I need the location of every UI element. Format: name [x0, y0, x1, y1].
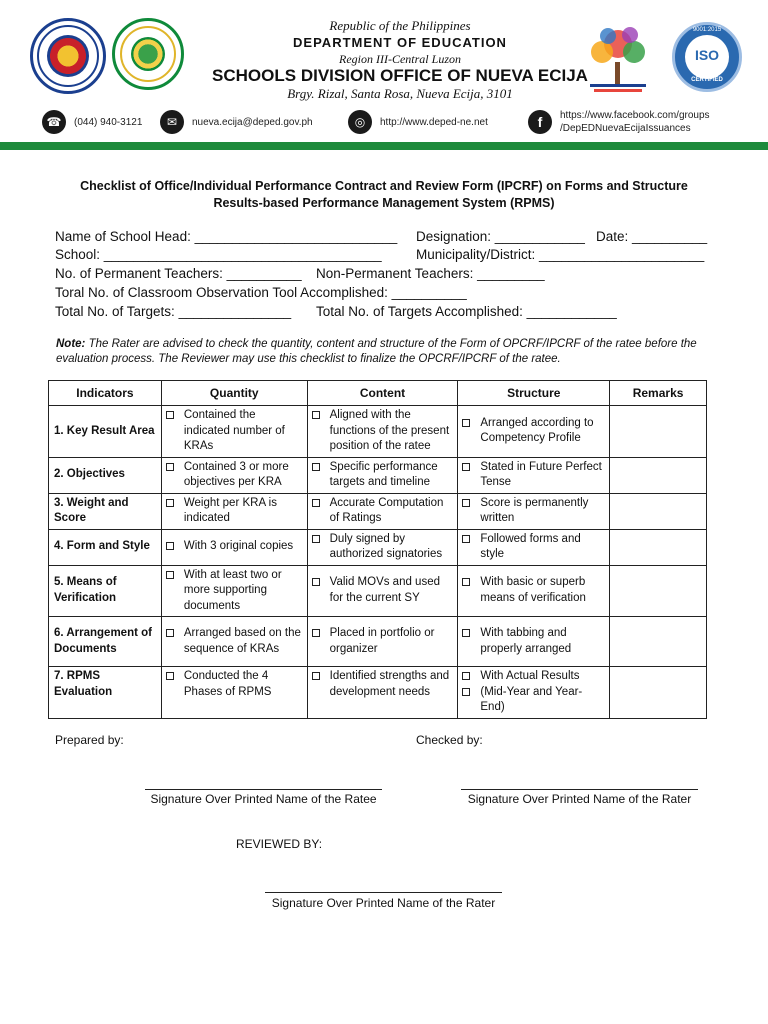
reviewer-signature-line[interactable]: [265, 892, 502, 893]
rater-signature-line[interactable]: [461, 789, 698, 790]
checkbox[interactable]: [166, 499, 174, 507]
quantity-text: With at least two or more supporting documents: [183, 568, 282, 612]
office-name: SCHOOLS DIVISION OFFICE OF NUEVA ECIJA: [212, 66, 588, 85]
structure-text: With tabbing and properly arranged: [480, 627, 572, 655]
checkbox[interactable]: [166, 463, 174, 471]
structure-text: Arranged according to Competency Profile: [480, 416, 594, 445]
ratee-signature-line[interactable]: [145, 789, 382, 790]
phone-icon: ☎: [42, 110, 66, 134]
contact-facebook[interactable]: f https://www.facebook.com/groups /DepEDNuevaEcijaIssuances: [528, 108, 710, 136]
contact-email[interactable]: ✉ nueva.ecija@deped.gov.ph: [160, 108, 313, 136]
content-text: Valid MOVs and used for the current SY: [329, 576, 440, 604]
remarks-cell[interactable]: [610, 457, 707, 493]
table-row: [49, 529, 707, 565]
total-targets-field[interactable]: Total No. of Targets: _______________: [55, 304, 292, 319]
table-row: [49, 406, 707, 458]
indicator-cell: 3. Weight and Score: [49, 493, 162, 529]
structure-text: With Actual Results: [480, 670, 580, 682]
content-text: Duly signed by authorized signatories: [329, 532, 443, 560]
prepared-by-label: Prepared by:: [55, 733, 124, 747]
mail-icon: ✉: [160, 110, 184, 134]
checkbox[interactable]: [166, 629, 174, 637]
quantity-text: Arranged based on the sequence of KRAs: [183, 627, 301, 655]
checkbox[interactable]: [166, 411, 174, 419]
structure-text: Score is permanently written: [480, 496, 589, 524]
checkbox[interactable]: [312, 578, 320, 586]
header-divider: [0, 142, 768, 150]
document-title: Checklist of Office/Individual Performance Contract and Review Form (IPCRF) on Forms and Structure: [80, 179, 688, 193]
school-head-field[interactable]: Name of School Head: ___________________________: [55, 229, 398, 244]
content-text: Placed in portfolio or organizer: [329, 627, 435, 655]
table-row: [49, 565, 707, 617]
targets-accomplished-field[interactable]: Total No. of Targets Accomplished: ____________: [316, 304, 617, 319]
iso-certified-badge: 9001:2015 ISO CERTIFIED: [672, 22, 742, 92]
header-content: Content: [307, 381, 458, 406]
header-quantity: Quantity: [161, 381, 307, 406]
sdo-seal-logo: [112, 18, 184, 90]
table-row: [49, 457, 707, 493]
non-permanent-teachers-field[interactable]: Non-Permanent Teachers: _________: [316, 266, 545, 281]
checkbox[interactable]: [166, 672, 174, 680]
date-field[interactable]: Date: __________: [596, 229, 708, 244]
checkbox[interactable]: [312, 629, 320, 637]
checkbox[interactable]: [462, 499, 470, 507]
school-field[interactable]: School: _____________________________________: [55, 247, 382, 262]
quantity-text: Conducted the 4 Phases of RPMS: [183, 670, 272, 698]
deped-seal-logo: [30, 18, 106, 94]
quantity-text: Contained 3 or more objectives per KRA: [183, 460, 289, 488]
remarks-cell[interactable]: [610, 529, 707, 565]
department-line: DEPARTMENT OF EDUCATION: [293, 35, 507, 50]
table-row: [49, 667, 707, 719]
checkbox[interactable]: [166, 571, 174, 579]
republic-line: Republic of the Philippines: [329, 18, 471, 33]
contact-phone: ☎ (044) 940-3121: [42, 108, 142, 136]
remarks-cell[interactable]: [610, 565, 707, 617]
office-address: Brgy. Rizal, Santa Rosa, Nueva Ecija, 3101: [287, 86, 513, 101]
header-structure: Structure: [458, 381, 610, 406]
content-text: Accurate Computation of Ratings: [329, 496, 444, 524]
indicator-cell: 4. Form and Style: [49, 529, 162, 565]
contact-website[interactable]: ◎ http://www.deped-ne.net: [348, 108, 488, 136]
structure-text: Followed forms and style: [480, 532, 581, 560]
table-row: [49, 493, 707, 529]
reviewed-by-label: REVIEWED BY:: [236, 837, 323, 851]
indicator-cell: 5. Means of Verification: [49, 565, 162, 617]
content-text: Specific performance targets and timeline: [329, 460, 438, 488]
greater-heights-tree-logo: [580, 22, 656, 96]
checkbox[interactable]: [462, 463, 470, 471]
checkbox[interactable]: [462, 535, 470, 543]
header-remarks: Remarks: [610, 381, 707, 406]
quantity-text: Weight per KRA is indicated: [183, 496, 277, 524]
permanent-teachers-field[interactable]: No. of Permanent Teachers: __________: [55, 266, 302, 281]
checkbox[interactable]: [312, 535, 320, 543]
checkbox[interactable]: [462, 578, 470, 586]
header-indicators: Indicators: [49, 381, 162, 406]
structure-text-2: (Mid-Year and Year-End): [480, 685, 583, 713]
checkbox[interactable]: [462, 672, 470, 680]
remarks-cell[interactable]: [610, 406, 707, 458]
checkbox[interactable]: [312, 411, 320, 419]
document-subtitle: Results-based Performance Management System (RPMS): [213, 196, 555, 210]
municipality-field[interactable]: Municipality/District: ______________________: [416, 247, 705, 262]
checkbox[interactable]: [312, 463, 320, 471]
indicator-cell: 2. Objectives: [49, 457, 162, 493]
checkbox[interactable]: [462, 629, 470, 637]
facebook-icon: f: [528, 110, 552, 134]
checked-by-label: Checked by:: [416, 733, 483, 747]
checklist-table: [48, 380, 707, 719]
quantity-text: With 3 original copies: [183, 540, 294, 553]
designation-field[interactable]: Designation: ____________: [416, 229, 585, 244]
quantity-text: Contained the indicated number of KRAs: [183, 409, 285, 452]
remarks-cell[interactable]: [610, 617, 707, 667]
checkbox[interactable]: [312, 499, 320, 507]
table-header-row: [49, 381, 707, 406]
remarks-cell[interactable]: [610, 493, 707, 529]
checkbox[interactable]: [462, 688, 470, 696]
rater-note: [56, 337, 716, 367]
note-text: The Rater are advised to check the quantity, content and structure of the Form of OPCRF/IPCRF of the ratee before the evaluation process. The Reviewer may use this checklist to finalize the OPCRF/IPCRF of the ratee.: [56, 338, 697, 365]
reviewer-signature-caption: Signature Over Printed Name of the Rater: [271, 896, 496, 910]
letterhead: [0, 0, 768, 150]
rater-signature-caption: Signature Over Printed Name of the Rater: [467, 792, 692, 806]
region-line: Region III-Central Luzon: [339, 52, 461, 66]
remarks-cell[interactable]: [610, 667, 707, 719]
checkbox[interactable]: [312, 672, 320, 680]
structure-text: Stated in Future Perfect Tense: [480, 460, 602, 488]
indicator-cell: 6. Arrangement of Documents: [49, 617, 162, 667]
ratee-signature-caption: Signature Over Printed Name of the Ratee: [150, 792, 377, 806]
content-text: Identified strengths and development needs: [329, 670, 450, 698]
observation-tool-field[interactable]: Toral No. of Classroom Observation Tool Accomplished: __________: [55, 285, 467, 300]
content-text: Aligned with the functions of the present position of the ratee: [329, 409, 450, 452]
note-label: Note:: [56, 338, 86, 350]
checkbox[interactable]: [166, 542, 174, 550]
indicator-cell: 1. Key Result Area: [49, 406, 162, 458]
checkbox[interactable]: [462, 419, 470, 427]
indicator-cell: 7. RPMS Evaluation: [49, 667, 162, 719]
structure-text: With basic or superb means of verification: [480, 576, 586, 604]
globe-icon: ◎: [348, 110, 372, 134]
table-row: [49, 617, 707, 667]
